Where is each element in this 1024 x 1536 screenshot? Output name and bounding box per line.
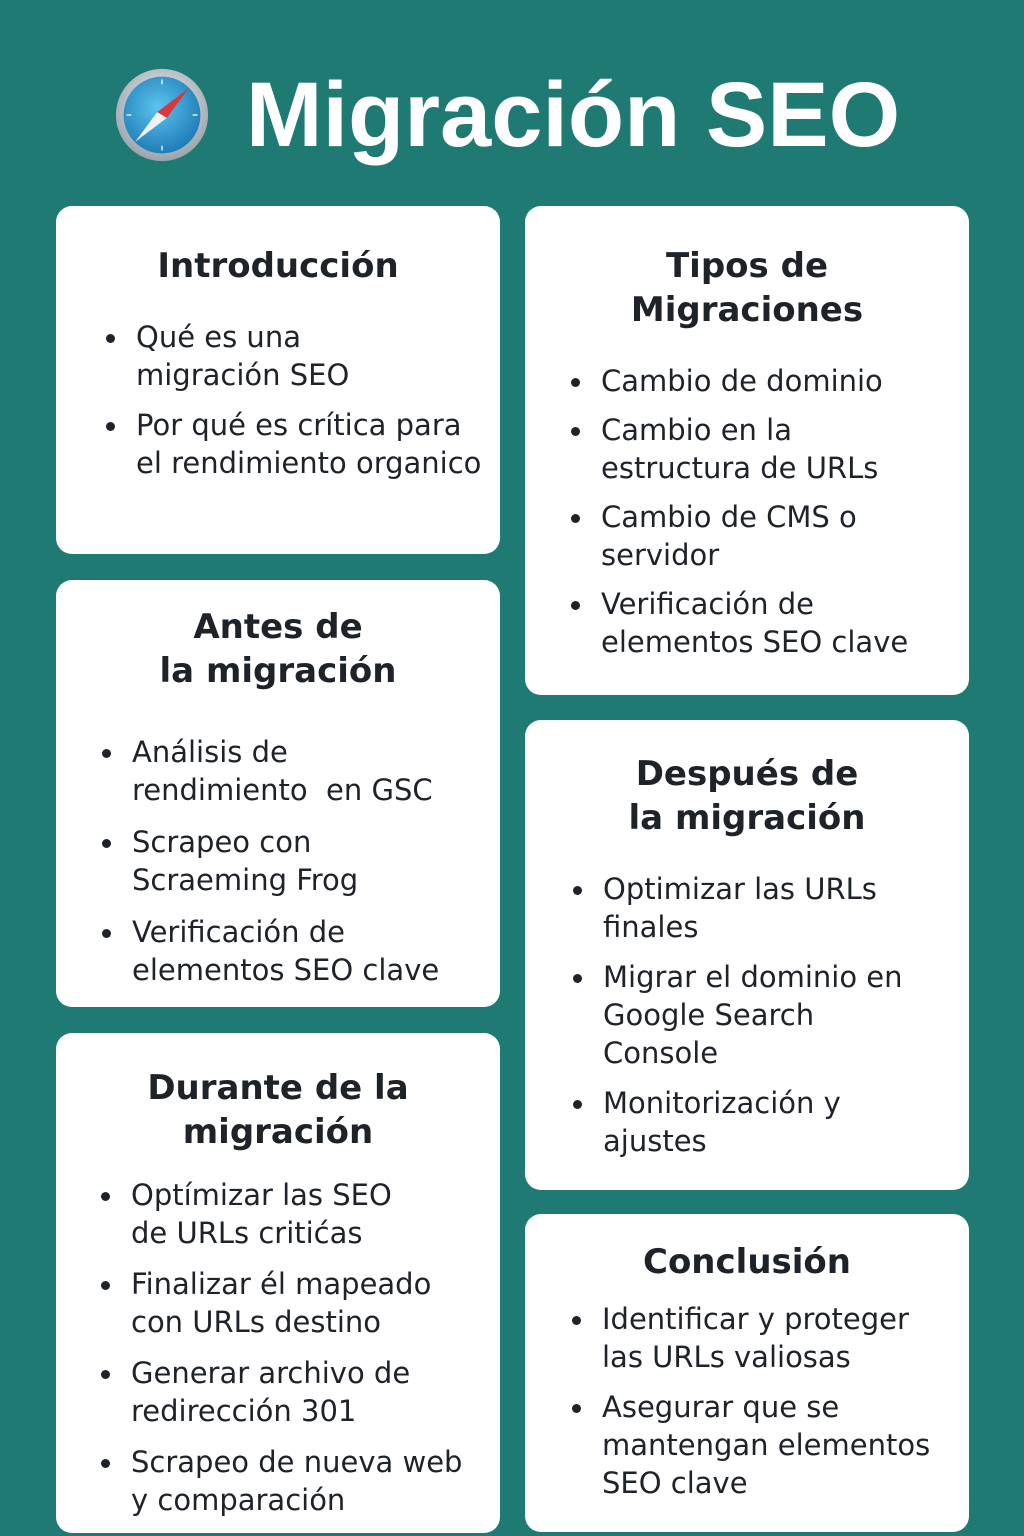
bullet-list	[603, 870, 969, 1160]
list-item: Asegurar que se mantengan elementos SEO clave	[602, 1388, 947, 1502]
list-item: Por qué es crítica para el rendimiento organico	[136, 406, 486, 482]
card-tipos-de-migraciones	[525, 206, 969, 695]
list-item: Finalizar él mapeado con URLs destino	[131, 1265, 461, 1341]
list-item: Scrapeo con Scraeming Frog	[132, 823, 412, 899]
card-title: Conclusión	[643, 1242, 851, 1282]
list-item: Cambio de dominio	[601, 362, 921, 400]
card-title-line-1: Antes de	[193, 607, 363, 647]
bullet-list	[136, 318, 500, 482]
card-title	[525, 720, 969, 840]
card-title-line-2: la migración	[159, 651, 397, 691]
list-item: Análisis de rendimiento en GSC	[132, 733, 462, 809]
bullet-list	[601, 362, 969, 661]
card-title-line-2: la migración	[628, 798, 866, 838]
list-item: Monitorización y ajustes	[603, 1084, 893, 1160]
list-item: Cambio en la estructura de URLs	[601, 411, 901, 487]
card-title-line-2: migración	[182, 1112, 374, 1152]
card-conclusion	[525, 1214, 969, 1532]
list-item: Scrapeo de nueva web y comparación	[131, 1443, 476, 1519]
card-title	[525, 206, 969, 332]
list-item: Optímizar las SEO de URLs critićas	[131, 1176, 421, 1252]
list-item: Identificar y proteger las URLs valiosas	[602, 1300, 932, 1376]
list-item: Migrar el dominio en Google Search Console	[603, 958, 933, 1072]
list-item: Qué es una migración SEO	[136, 318, 436, 394]
bullet-list	[132, 733, 500, 989]
list-item: Verificación de elementos SEO clave	[601, 585, 941, 661]
card-antes-de-la-migracion	[56, 580, 500, 1007]
card-introduccion	[56, 206, 500, 554]
card-title	[56, 1033, 500, 1154]
list-item: Generar archivo de redirección 301	[131, 1354, 441, 1430]
list-item: Optimizar las URLs finales	[603, 870, 923, 946]
card-durante-de-la-migracion	[56, 1033, 500, 1533]
bullet-list	[602, 1300, 969, 1502]
card-despues-de-la-migracion	[525, 720, 969, 1190]
list-item: Verificación de elementos SEO clave	[132, 913, 472, 989]
bullet-list	[131, 1176, 500, 1519]
list-item: Cambio de CMS o servidor	[601, 498, 891, 574]
header	[0, 60, 1024, 170]
card-title	[56, 580, 500, 693]
card-title-line-2: Migraciones	[630, 290, 864, 330]
card-title-line-1: Tipos de	[665, 246, 828, 286]
card-title-line-1: Después de	[635, 754, 859, 794]
card-title: Introducción	[157, 246, 399, 286]
card-title-line-1: Durante de la	[147, 1068, 409, 1108]
compass-icon	[114, 67, 210, 163]
page-title: Migración SEO	[245, 64, 901, 166]
